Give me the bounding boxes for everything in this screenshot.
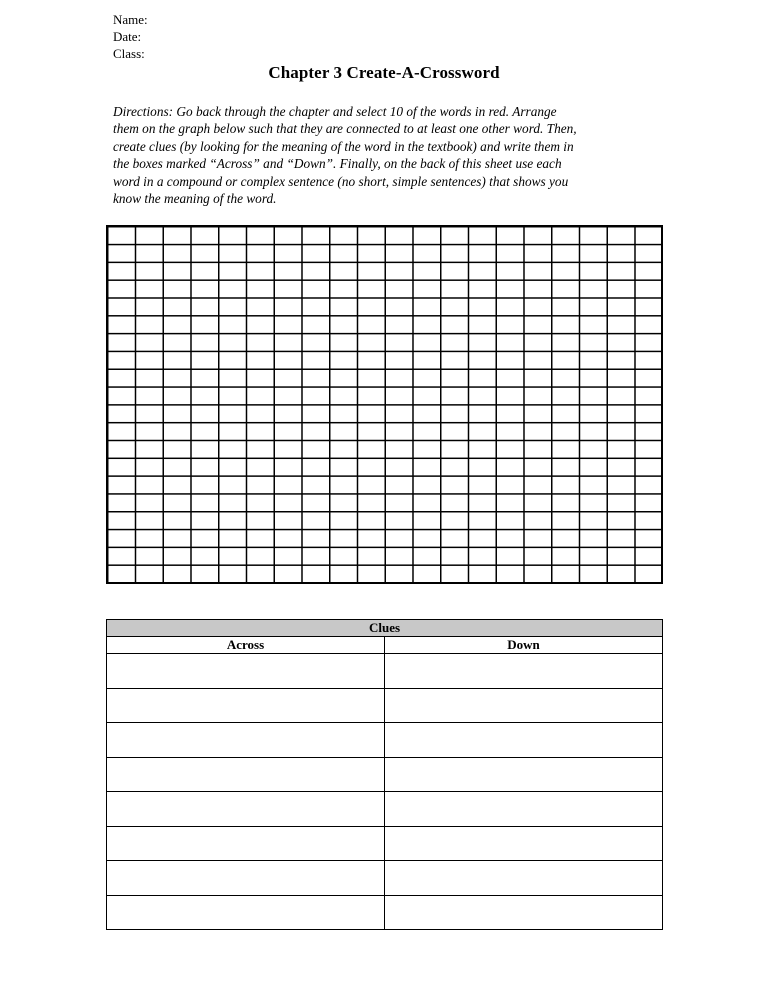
clue-row [107, 723, 663, 758]
down-clue-cell[interactable] [385, 895, 663, 930]
down-header: Down [385, 637, 663, 654]
directions-line: the boxes marked “Across” and “Down”. Finally, on the back of this sheet use each [113, 156, 562, 172]
across-clue-cell[interactable] [107, 654, 385, 689]
down-clue-cell[interactable] [385, 792, 663, 827]
clue-row [107, 895, 663, 930]
clue-row [107, 861, 663, 896]
across-clue-cell[interactable] [107, 792, 385, 827]
page-title: Chapter 3 Create-A-Crossword [268, 63, 500, 82]
name-label: Name: [113, 12, 148, 27]
clues-table [106, 619, 663, 930]
down-clue-cell[interactable] [385, 723, 663, 758]
directions-line: know the meaning of the word. [113, 191, 277, 207]
directions-line: them on the graph below such that they are connected to at least one other word. Then, [113, 121, 577, 137]
down-clue-cell[interactable] [385, 688, 663, 723]
clue-row [107, 654, 663, 689]
clues-title: Clues [107, 620, 663, 637]
across-clue-cell[interactable] [107, 895, 385, 930]
crossword-grid [106, 225, 663, 584]
down-clue-cell[interactable] [385, 861, 663, 896]
date-label: Date: [113, 29, 142, 44]
across-clue-cell[interactable] [107, 723, 385, 758]
clue-row [107, 826, 663, 861]
clue-row [107, 792, 663, 827]
directions-line: Directions: Go back through the chapter and select 10 of the words in red. Arrange [113, 104, 557, 119]
across-clue-cell[interactable] [107, 757, 385, 792]
clues-body [107, 654, 663, 930]
down-clue-cell[interactable] [385, 654, 663, 689]
down-clue-cell[interactable] [385, 757, 663, 792]
down-clue-cell[interactable] [385, 826, 663, 861]
directions-line: word in a compound or complex sentence (no short, simple sentences) that shows you [113, 173, 569, 189]
clue-row [107, 757, 663, 792]
student-info-fields [113, 11, 148, 62]
across-clue-cell[interactable] [107, 826, 385, 861]
directions-paragraph [113, 103, 658, 207]
class-label: Class: [113, 46, 145, 61]
clues-column-headers [107, 637, 663, 654]
across-header: Across [107, 637, 385, 654]
across-clue-cell[interactable] [107, 688, 385, 723]
across-clue-cell[interactable] [107, 861, 385, 896]
clues-header-row [107, 620, 663, 637]
directions-line: create clues (by looking for the meaning of the word in the textbook) and write them in [113, 138, 574, 154]
clue-row [107, 688, 663, 723]
